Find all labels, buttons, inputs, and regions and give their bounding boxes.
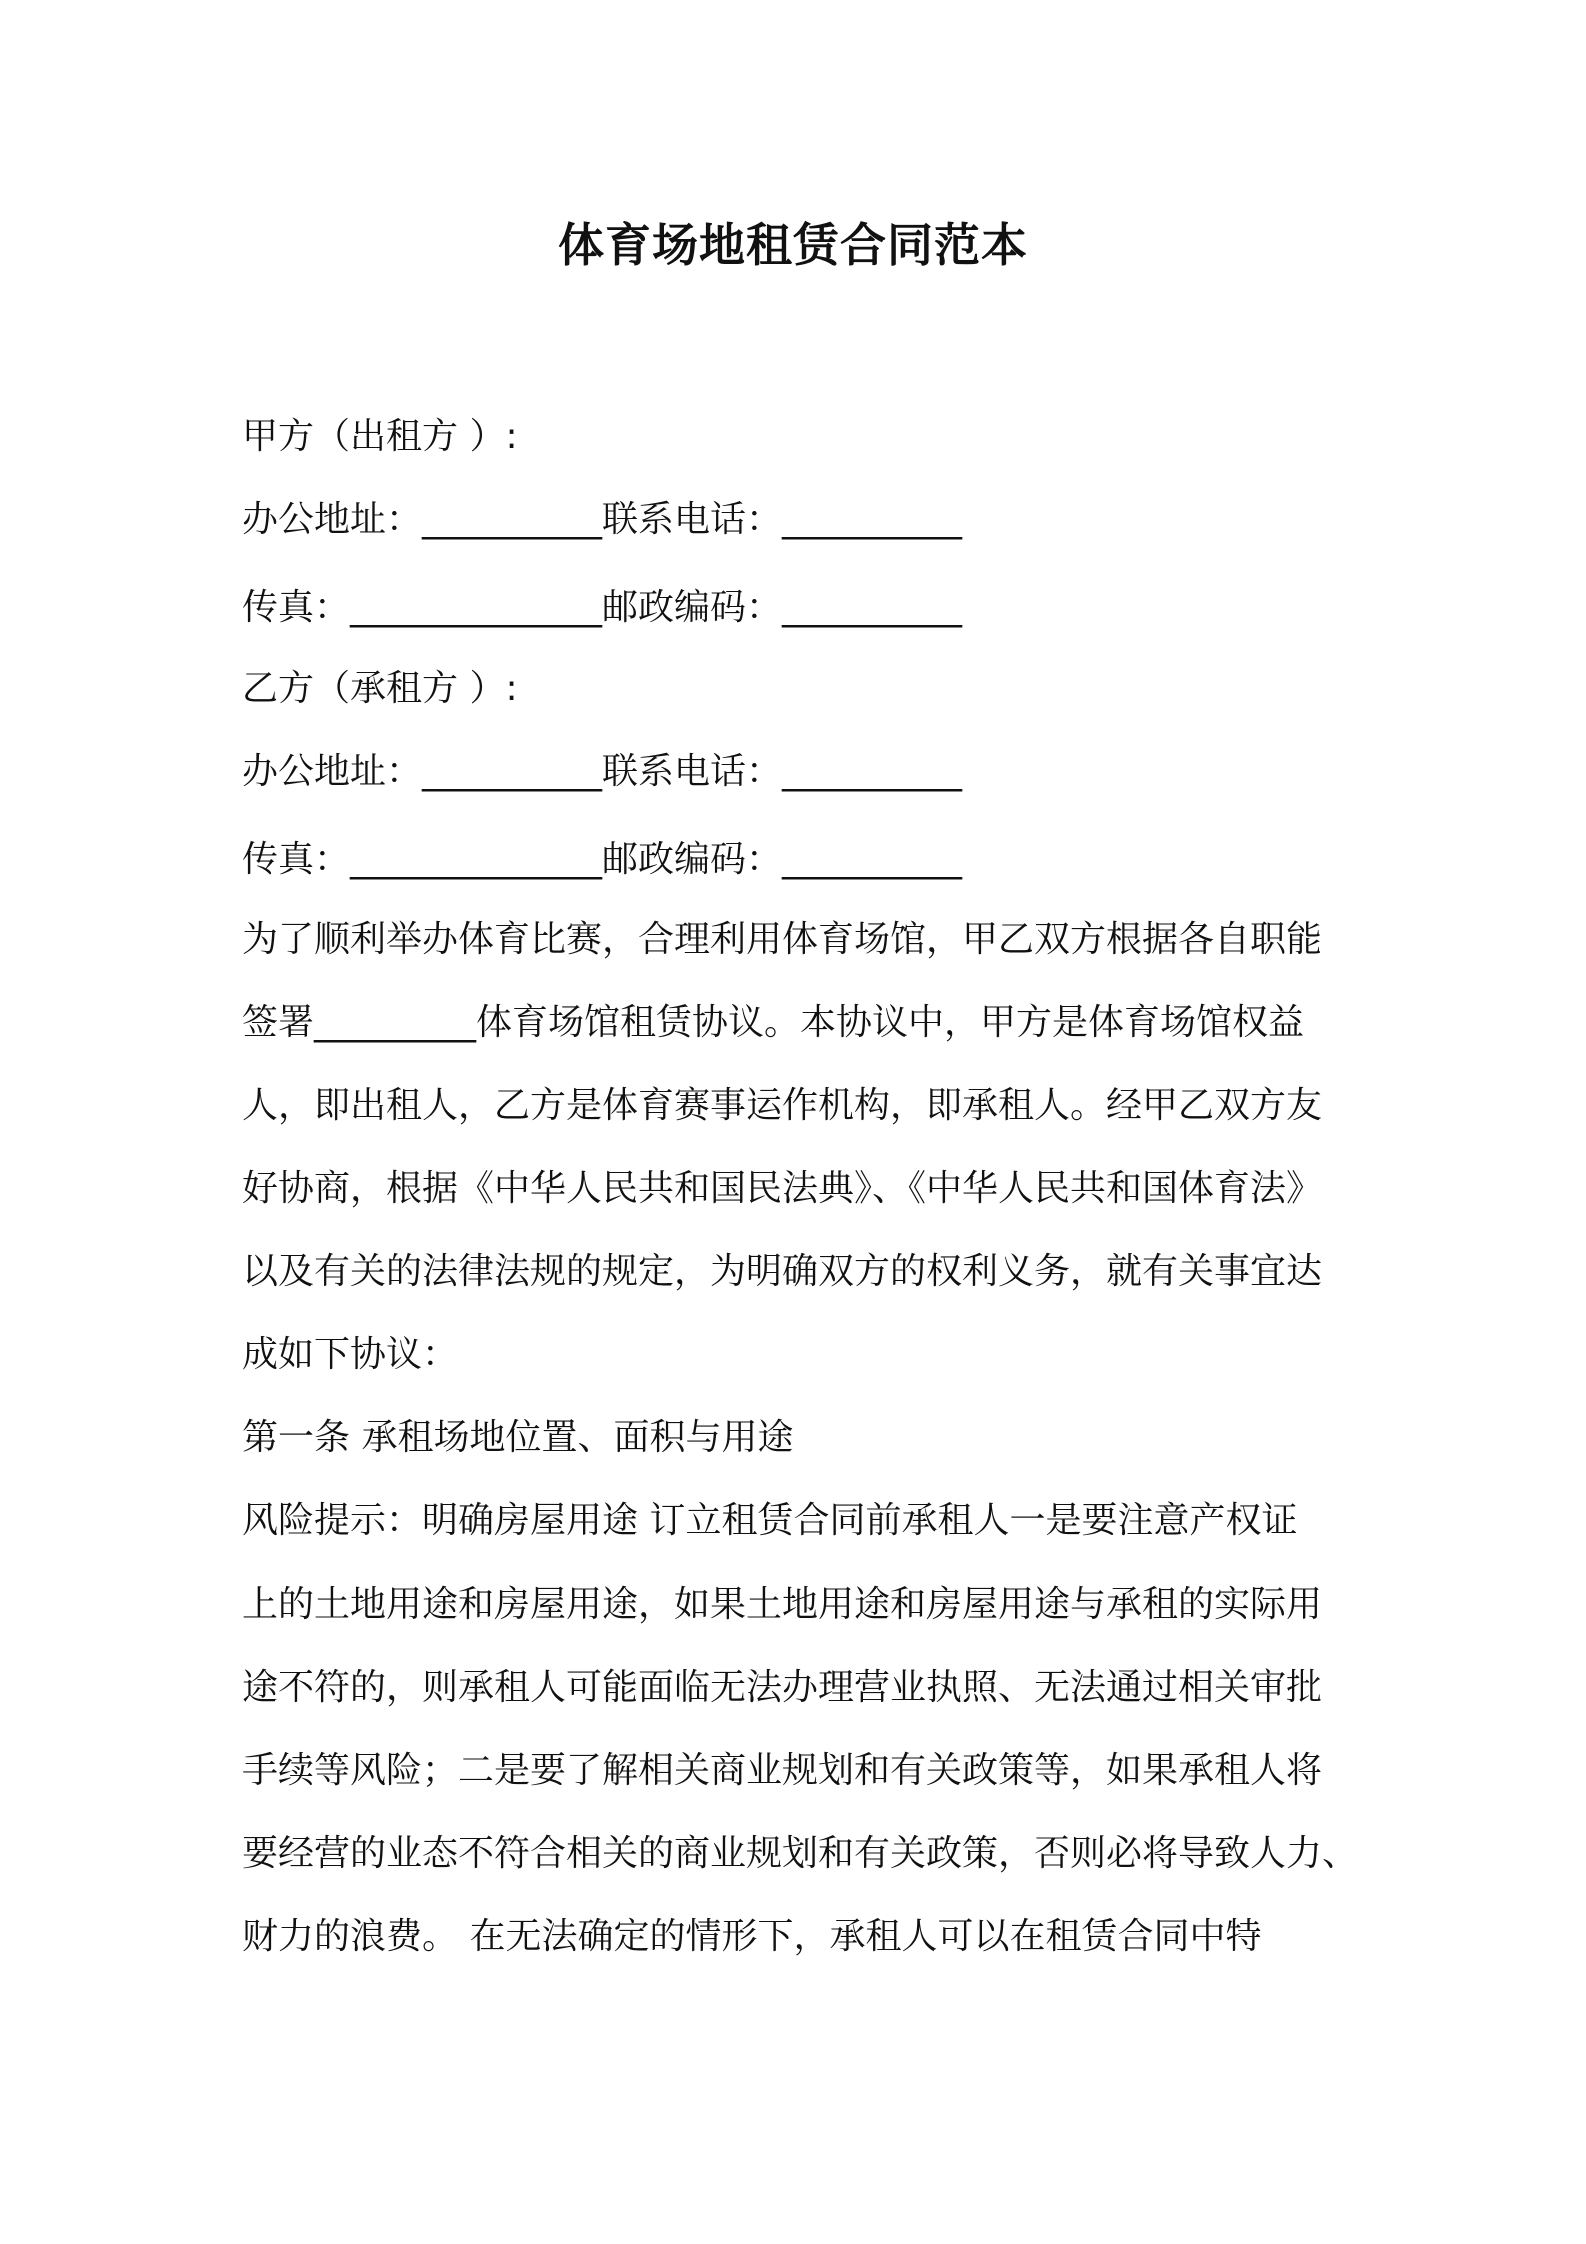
paragraph-line: 签署_________体育场馆租赁协议。本协议中，甲方是体育场馆权益 bbox=[242, 1002, 1305, 1043]
party-b-address-phone: 办公地址：__________联系电话：__________ bbox=[242, 751, 963, 792]
paragraph-line: 人，即出租人，乙方是体育赛事运作机构，即承租人。经甲乙双方友 bbox=[242, 1085, 1323, 1126]
paragraph-line: 以及有关的法律法规的规定，为明确双方的权利义务，就有关事宜达 bbox=[242, 1251, 1323, 1292]
risk-note-line: 途不符的，则承租人可能面临无法办理营业执照、无法通过相关审批 bbox=[242, 1667, 1323, 1708]
paragraph-line: 成如下协议： bbox=[242, 1334, 459, 1375]
paragraph-line: 好协商，根据《中华人民共和国民法典》、《中华人民共和国体育法》 bbox=[242, 1168, 1323, 1209]
risk-note-line: 要经营的业态不符合相关的商业规划和有关政策，否则必将导致人力、 bbox=[242, 1833, 1359, 1874]
paragraph-line: 为了顺利举办体育比赛，合理利用体育场馆，甲乙双方根据各自职能 bbox=[242, 919, 1323, 960]
risk-note-line: 上的土地用途和房屋用途，如果土地用途和房屋用途与承租的实际用 bbox=[242, 1584, 1323, 1625]
risk-note-line: 财力的浪费。 在无法确定的情形下，承租人可以在租赁合同中特 bbox=[242, 1916, 1262, 1957]
party-b-fax-postcode: 传真：______________邮政编码：__________ bbox=[242, 839, 963, 880]
party-b-heading: 乙方（承租方 ）: bbox=[242, 668, 518, 709]
party-a-heading: 甲方（出租方 ）: bbox=[242, 416, 518, 457]
risk-note-line: 手续等风险；二是要了解相关商业规划和有关政策等，如果承租人将 bbox=[242, 1750, 1323, 1791]
document-title: 体育场地租赁合同范本 bbox=[558, 218, 1028, 272]
party-a-address-phone: 办公地址：__________联系电话：__________ bbox=[242, 499, 963, 540]
article-heading: 第一条 承租场地位置、面积与用途 bbox=[242, 1417, 794, 1458]
risk-note-line: 风险提示：明确房屋用途 订立租赁合同前承租人一是要注意产权证 bbox=[242, 1500, 1298, 1541]
party-a-fax-postcode: 传真：______________邮政编码：__________ bbox=[242, 587, 963, 628]
